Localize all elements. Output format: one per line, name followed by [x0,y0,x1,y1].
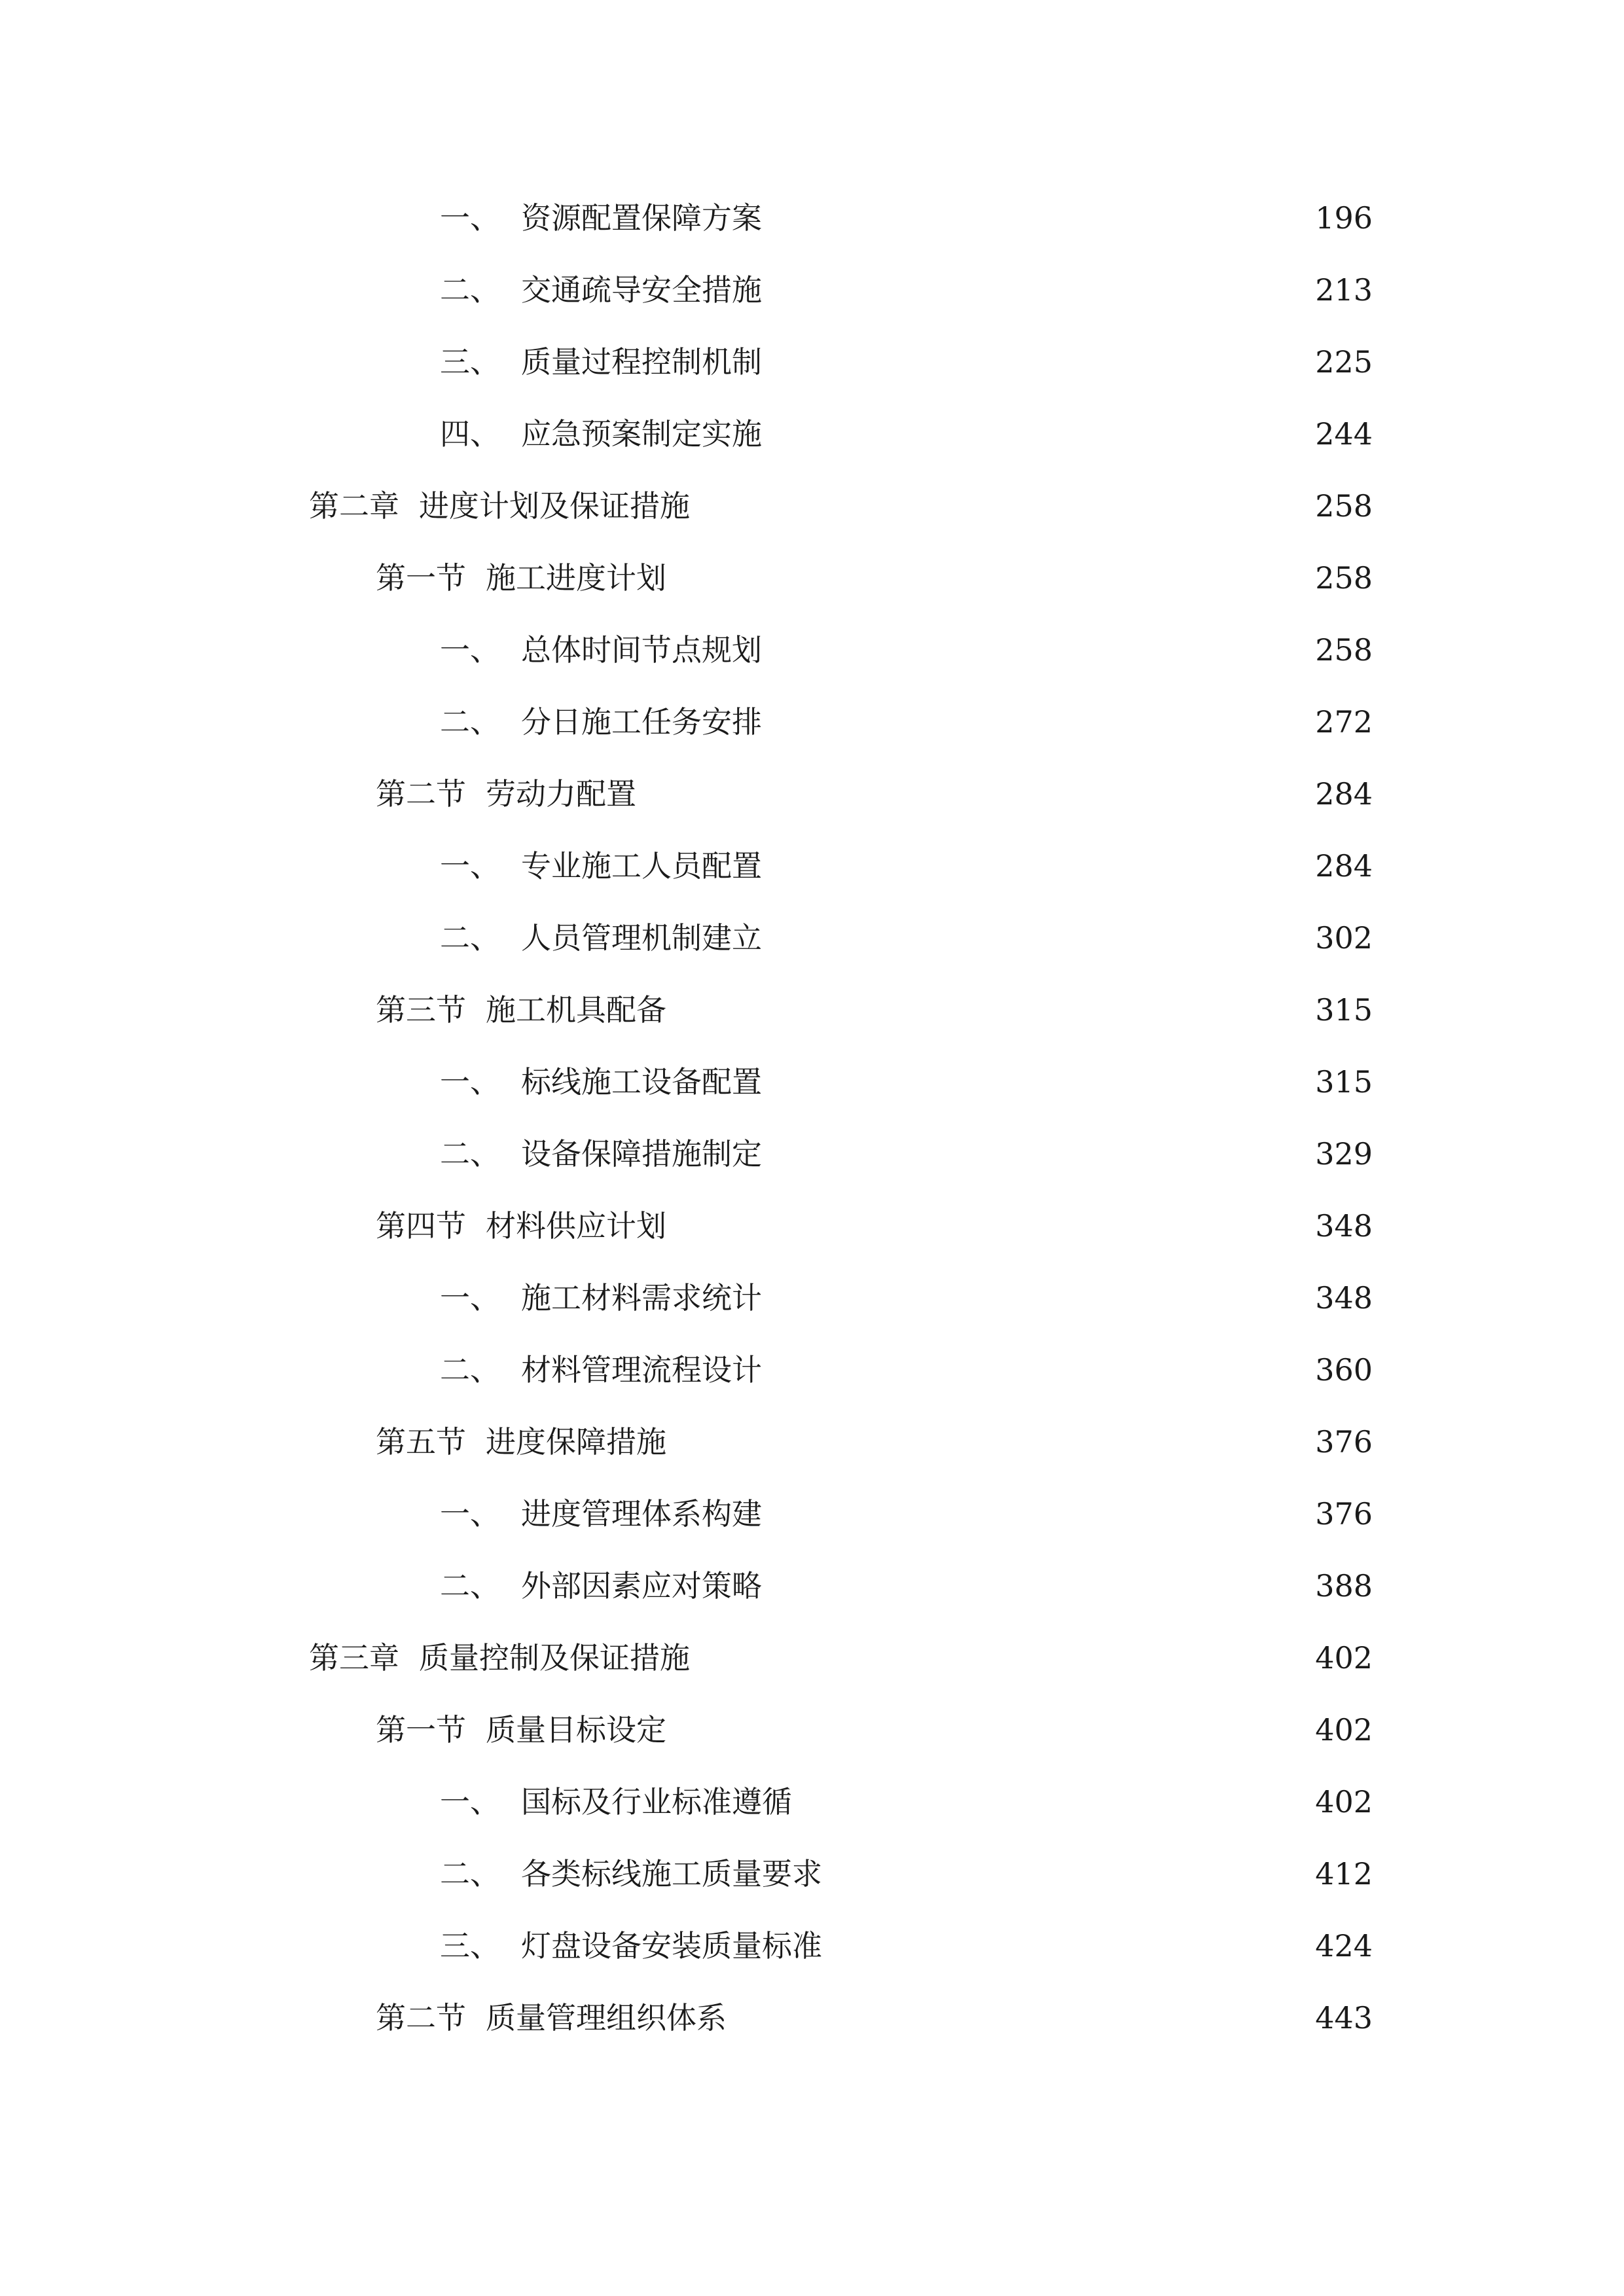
dot-leader [829,1848,1298,1900]
toc-entry-number: 一、 [440,1496,500,1532]
toc-entry-number: 三、 [440,344,500,380]
dot-leader [799,1776,1298,1828]
toc-chapter-entry[interactable] [309,480,1373,532]
toc-entry-number: 二、 [440,704,500,740]
toc-entry-page: 258 [1315,632,1373,668]
toc-entry-page: 315 [1315,1064,1373,1100]
toc-entry-page: 360 [1315,1352,1373,1388]
toc-entry[interactable] [440,192,1373,244]
toc-entry-title: 人员管理机制建立 [521,920,762,956]
toc-entry-title: 施工进度计划 [486,560,666,596]
toc-entry-page: 315 [1315,992,1373,1028]
toc-entry-number: 一、 [440,632,500,668]
toc-entry-page: 402 [1315,1712,1373,1748]
toc-entry-title: 劳动力配置 [486,776,636,812]
toc-entry-number: 二、 [440,272,500,308]
toc-entry-page: 402 [1315,1640,1373,1676]
toc-entry-title: 施工机具配备 [486,992,666,1028]
toc-entry[interactable] [440,912,1373,964]
toc-section-entry[interactable] [376,1992,1373,2044]
toc-entry[interactable] [440,1128,1373,1180]
dot-leader [696,1632,1298,1684]
toc-entry-number: 第二章 [309,488,399,524]
dot-leader [643,768,1298,820]
toc-section-entry[interactable] [376,1704,1373,1756]
toc-entry-title: 灯盘设备安装质量标准 [521,1928,822,1964]
toc-entry[interactable] [440,336,1373,388]
toc-entry-title: 应急预案制定实施 [521,416,762,452]
dot-leader [673,1704,1298,1756]
toc-entry-page: 272 [1315,704,1373,740]
dot-leader [673,552,1298,604]
toc-entry-title: 进度管理体系构建 [521,1496,762,1532]
toc-section-entry[interactable] [376,552,1373,604]
toc-entry-title: 标线施工设备配置 [521,1064,762,1100]
toc-entry[interactable] [440,624,1373,676]
toc-entry[interactable] [440,408,1373,460]
toc-entry-title: 材料管理流程设计 [521,1352,762,1388]
dot-leader [768,912,1298,964]
dot-leader [768,408,1298,460]
toc-chapter-entry[interactable] [309,1632,1373,1684]
toc-entry-title: 施工材料需求统计 [521,1280,762,1316]
toc-entry-number: 一、 [440,1280,500,1316]
toc-entry-title: 总体时间节点规划 [521,632,762,668]
dot-leader [829,1920,1298,1972]
toc-entry-number: 第三节 [376,992,466,1028]
dot-leader [673,984,1298,1036]
toc-entry-number: 第四节 [376,1208,466,1244]
dot-leader [768,336,1298,388]
toc-entry-number: 第二节 [376,2000,466,2036]
toc-entry-number: 第一节 [376,560,466,596]
toc-section-entry[interactable] [376,768,1373,820]
toc-entry-title: 分日施工任务安排 [521,704,762,740]
toc-entry-number: 二、 [440,1352,500,1388]
toc-entry-title: 质量目标设定 [486,1712,666,1748]
toc-entry-number: 第一节 [376,1712,466,1748]
toc-entry-page: 376 [1315,1496,1373,1532]
dot-leader [733,1992,1298,2044]
toc-entry-title: 国标及行业标准遵循 [521,1784,792,1820]
toc-section-entry[interactable] [376,984,1373,1036]
toc-entry-title: 各类标线施工质量要求 [521,1856,822,1892]
toc-entry-page: 412 [1315,1856,1373,1892]
toc-entry-page: 302 [1315,920,1373,956]
dot-leader [673,1200,1298,1252]
toc-entry[interactable] [440,1344,1373,1396]
toc-entry-title: 质量管理组织体系 [486,2000,727,2036]
toc-entry-number: 一、 [440,1784,500,1820]
toc-entry-number: 第二节 [376,776,466,812]
toc-entry-number: 一、 [440,848,500,884]
toc-entry[interactable] [440,1848,1373,1900]
dot-leader [768,624,1298,676]
toc-entry-number: 二、 [440,1568,500,1604]
dot-leader [768,1272,1298,1324]
toc-entry-page: 196 [1315,200,1373,236]
toc-entry-title: 专业施工人员配置 [521,848,762,884]
dot-leader [768,192,1298,244]
toc-entry-page: 284 [1315,776,1373,812]
toc-entry-number: 四、 [440,416,500,452]
toc-entry-number: 二、 [440,920,500,956]
dot-leader [768,1344,1298,1396]
toc-entry-number: 二、 [440,1136,500,1172]
toc-entry[interactable] [440,840,1373,892]
dot-leader [768,696,1298,748]
toc-entry-page: 258 [1315,560,1373,596]
dot-leader [768,840,1298,892]
toc-entry-page: 213 [1315,272,1373,308]
toc-entry-title: 材料供应计划 [486,1208,666,1244]
toc-entry-title: 资源配置保障方案 [521,200,762,236]
dot-leader [768,1488,1298,1540]
toc-entry[interactable] [440,1776,1373,1828]
toc-entry-page: 348 [1315,1208,1373,1244]
toc-entry-page: 244 [1315,416,1373,452]
toc-entry-number: 第三章 [309,1640,399,1676]
toc-entry[interactable] [440,696,1373,748]
toc-section-entry[interactable] [376,1200,1373,1252]
toc-entry[interactable] [440,1056,1373,1108]
toc-entry-page: 258 [1315,488,1373,524]
toc-entry-page: 376 [1315,1424,1373,1460]
toc-entry-title: 进度保障措施 [486,1424,666,1460]
toc-entry[interactable] [440,1560,1373,1612]
toc-entry[interactable] [440,1920,1373,1972]
toc-entry-number: 第五节 [376,1424,466,1460]
toc-entry-page: 348 [1315,1280,1373,1316]
toc-section-entry[interactable] [376,1416,1373,1468]
toc-entry-page: 443 [1315,2000,1373,2036]
dot-leader [768,1056,1298,1108]
toc-entry-page: 402 [1315,1784,1373,1820]
toc-entry-page: 424 [1315,1928,1373,1964]
toc-entry-page: 225 [1315,344,1373,380]
toc-entry-page: 388 [1315,1568,1373,1604]
toc-entry[interactable] [440,264,1373,316]
toc-entry-title: 进度计划及保证措施 [419,488,690,524]
toc-entry-number: 二、 [440,1856,500,1892]
dot-leader [673,1416,1298,1468]
dot-leader [768,1128,1298,1180]
toc-entry-title: 交通疏导安全措施 [521,272,762,308]
toc-entry[interactable] [440,1272,1373,1324]
toc-entry-page: 284 [1315,848,1373,884]
dot-leader [768,1560,1298,1612]
toc-entry-title: 外部因素应对策略 [521,1568,762,1604]
toc-entry-title: 质量控制及保证措施 [419,1640,690,1676]
toc-entry-number: 一、 [440,1064,500,1100]
toc-entry-title: 质量过程控制机制 [521,344,762,380]
toc-entry-number: 一、 [440,200,500,236]
toc-entry-title: 设备保障措施制定 [521,1136,762,1172]
toc-entry[interactable] [440,1488,1373,1540]
toc-entry-page: 329 [1315,1136,1373,1172]
toc-entry-number: 三、 [440,1928,500,1964]
dot-leader [696,480,1298,532]
dot-leader [768,264,1298,316]
